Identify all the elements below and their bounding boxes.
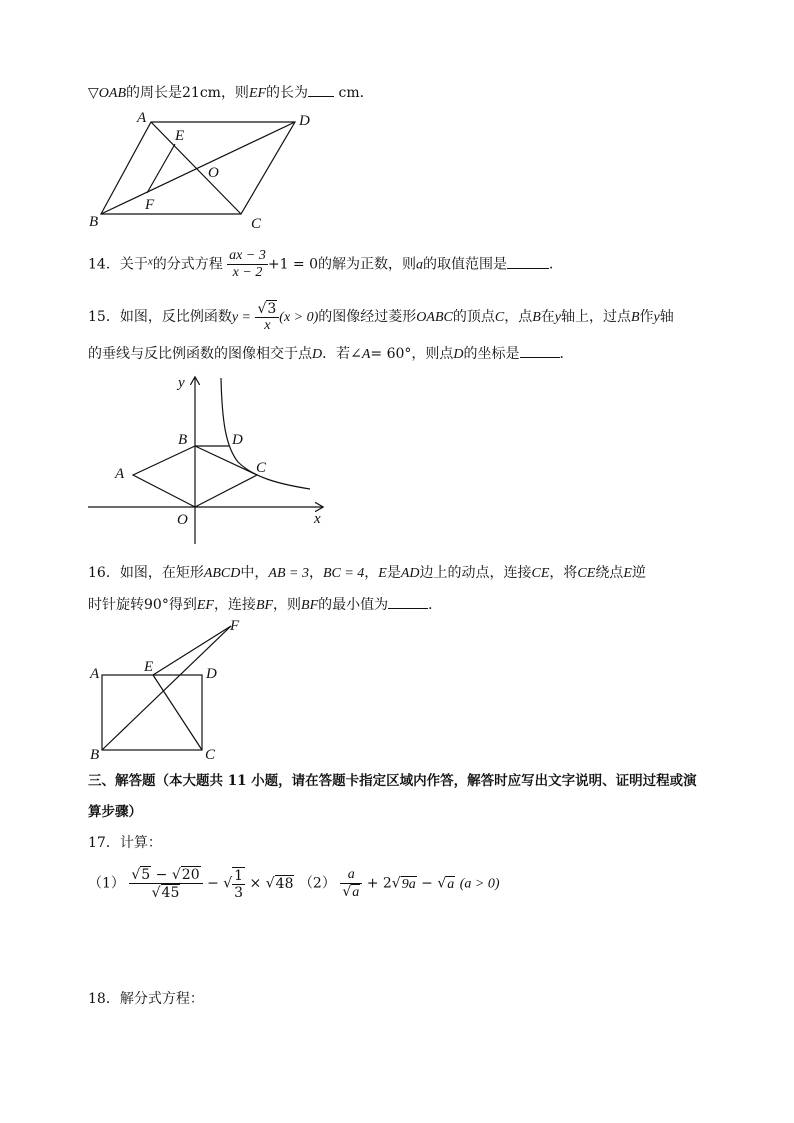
q15-rhombus-graph (88, 372, 338, 547)
label-o: O (177, 512, 188, 528)
label-c: C (251, 216, 262, 232)
label-d: D (206, 666, 217, 682)
label-c: C (256, 460, 267, 476)
rectangle-abcd (102, 675, 202, 750)
q16-rectangle-figure (86, 616, 256, 762)
label-e: E (144, 659, 154, 675)
answer-blank (388, 608, 428, 609)
q15-line1: 15．如图，反比例函数y = $\frac{√3}{x}$ (x > 0)的图像经过菱形OABC的顶点C，点B在y轴上，过点B作y轴 (88, 301, 674, 334)
diagonal-bd (101, 122, 295, 214)
label-a: A (90, 666, 100, 682)
label-c: C (205, 747, 216, 762)
fraction: $\frac{a}{√a}$ (340, 867, 362, 901)
parallelogram-symbol: ▽ (88, 85, 99, 101)
label-y: y (178, 375, 185, 391)
label-b: B (178, 432, 188, 448)
q15-line2: 的垂线与反比例函数的图像相交于点D．若∠A= 60°，则点D的坐标是 ． (88, 346, 574, 362)
label-d: D (232, 432, 243, 448)
fraction: $\frac{ax - 3}{x - 2}$ (229, 248, 266, 281)
q13-line: ▽OAB的周长是21cm，则EF的长为 cm． (88, 85, 374, 101)
label-e: E (175, 128, 185, 144)
segment-bf (102, 626, 231, 750)
diagonal-ac (151, 122, 241, 214)
fraction: $\frac{√5 - √20}{√45}$ (129, 866, 202, 901)
q13-parallelogram-figure (85, 106, 325, 232)
q14-line: 14．关于$^x$的分式方程 $\frac{ax - 3}{x - 2}$ +1 = 0的解为正数，则a的取值范围是 ． (88, 248, 564, 281)
fraction: $\frac{1}{3}$ (234, 867, 244, 901)
q16-line1: 16．如图，在矩形ABCD中，AB = 3，BC = 4，E是AD边上的动点，连接CE，将CE绕点E逆 (88, 565, 646, 581)
answer-blank (308, 96, 334, 97)
section-heading-cont: 算步骤） (88, 804, 142, 820)
label-a: A (115, 466, 125, 482)
segment-ec (153, 675, 202, 750)
label-a: A (137, 110, 147, 126)
q18-title: 18．解分式方程： (88, 991, 204, 1007)
label-b: B (89, 214, 99, 230)
label-b: B (90, 747, 100, 762)
label-f: F (230, 618, 240, 634)
answer-blank (507, 268, 549, 269)
label-x: x (314, 511, 321, 527)
q17-expressions: （1） $\frac{√5 - √20}{√45}$ − √ $\frac{1}{3}$ × √48 （2） $\frac{a}{√a}$ + 2√9a − √a (a > 0) (88, 866, 500, 902)
q16-line2: 时针旋转90°得到EF，连接BF，则BF的最小值为 ． (88, 597, 443, 613)
fraction: $\frac{√3}{x}$ (255, 300, 279, 334)
answer-blank (520, 357, 560, 358)
q17-title: 17．计算： (88, 835, 162, 851)
segment-ef (153, 626, 231, 675)
section-heading: 三、解答题（本大题共 11 小题，请在答题卡指定区域内作答，解答时应写出文字说明、证明过程或演 (88, 773, 697, 789)
label-f: F (145, 197, 155, 213)
label-o: O (208, 165, 219, 181)
label-d: D (299, 113, 310, 129)
